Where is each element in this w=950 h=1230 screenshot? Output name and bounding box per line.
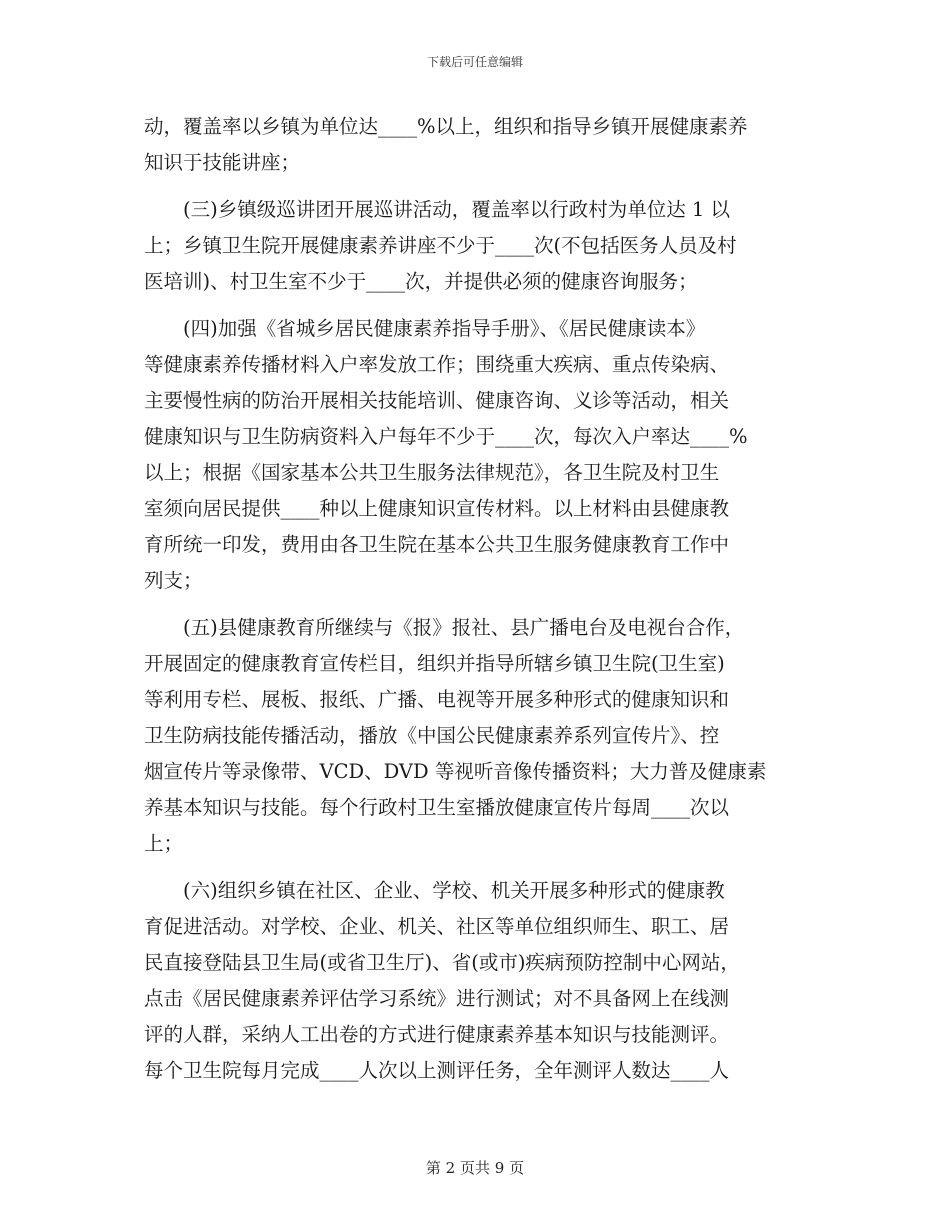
text-line: 开展固定的健康教育宣传栏目，组织并指导所辖乡镇卫生院(卫生室) (144, 652, 725, 675)
text-line: 等健康素养传播材料入户率发放工作；围绕重大疾病、重点传染病、 (144, 353, 730, 376)
text-line: 等利用专栏、展板、报纸、广播、电视等开展多种形式的健康知识和 (144, 688, 730, 711)
paragraph (144, 610, 804, 862)
text-line: 点击《居民健康素养评估学习系统》进行测试；对不具备网上在线测 (144, 987, 730, 1010)
text-line: (三)乡镇级巡讲团开展巡讲活动，覆盖率以行政村为单位达 1 以 (144, 198, 731, 221)
text-line: 健康知识与卫生防病资料入户每年不少于____次，每次入户率达____% (144, 425, 748, 448)
page-footer: 第 2 页共 9 页 (425, 1159, 525, 1177)
text-line: 评的人群，采纳人工出卷的方式进行健康素养基本知识与技能测评。 (144, 1023, 730, 1046)
text-line: 卫生防病技能传播活动，播放《中国公民健康素养系列宣传片》、控 (144, 724, 720, 747)
text-line: 室须向居民提供____种以上健康知识宣传材料。以上材料由县健康教 (144, 497, 730, 520)
text-line: (五)县健康教育所继续与《报》报社、县广播电台及电视台合作， (144, 616, 745, 639)
text-line: 主要慢性病的防治开展相关技能培训、健康咨询、义诊等活动，相关 (144, 389, 730, 412)
text-line: 育促进活动。对学校、企业、机关、社区等单位组织师生、职工、居 (144, 915, 730, 938)
text-line: (四)加强《省城乡居民健康素养指导手册》、《居民健康读本》 (144, 317, 706, 340)
text-line: 医培训)、村卫生室不少于____次，并提供必须的健康咨询服务； (144, 270, 698, 293)
paragraph (144, 311, 804, 599)
text-line: 上； (144, 832, 184, 855)
page-header: 下载后可任意编辑 (426, 55, 523, 69)
paragraph (144, 873, 804, 1089)
paragraph (144, 109, 804, 181)
text-line: 民直接登陆县卫生局(或省卫生厅)、省(或市)疾病预防控制中心网站， (144, 951, 740, 974)
text-line: 列支； (144, 569, 203, 592)
text-line: 以上；根据《国家基本公共卫生服务法律规范》，各卫生院及村卫生 (144, 461, 720, 484)
text-line: 育所统一印发，费用由各卫生院在基本公共卫生服务健康教育工作中 (144, 533, 730, 556)
text-line: (六)组织乡镇在社区、企业、学校、机关开展多种形式的健康教 (144, 879, 725, 902)
text-line: 上；乡镇卫生院开展健康素养讲座不少于____次(不包括医务人员及村 (144, 234, 737, 257)
text-line: 烟宣传片等录像带、VCD、DVD 等视听音像传播资料；大力普及健康素 (144, 760, 767, 783)
text-line: 动，覆盖率以乡镇为单位达____%以上，组织和指导乡镇开展健康素养 (144, 115, 748, 138)
document-body (144, 109, 804, 1089)
paragraph (144, 192, 804, 300)
text-line: 知识于技能讲座； (144, 151, 301, 174)
text-line: 每个卫生院每月完成____人次以上测评任务，全年测评人数达____人 (144, 1059, 730, 1082)
text-line: 养基本知识与技能。每个行政村卫生室播放健康宣传片每周____次以 (144, 796, 730, 819)
